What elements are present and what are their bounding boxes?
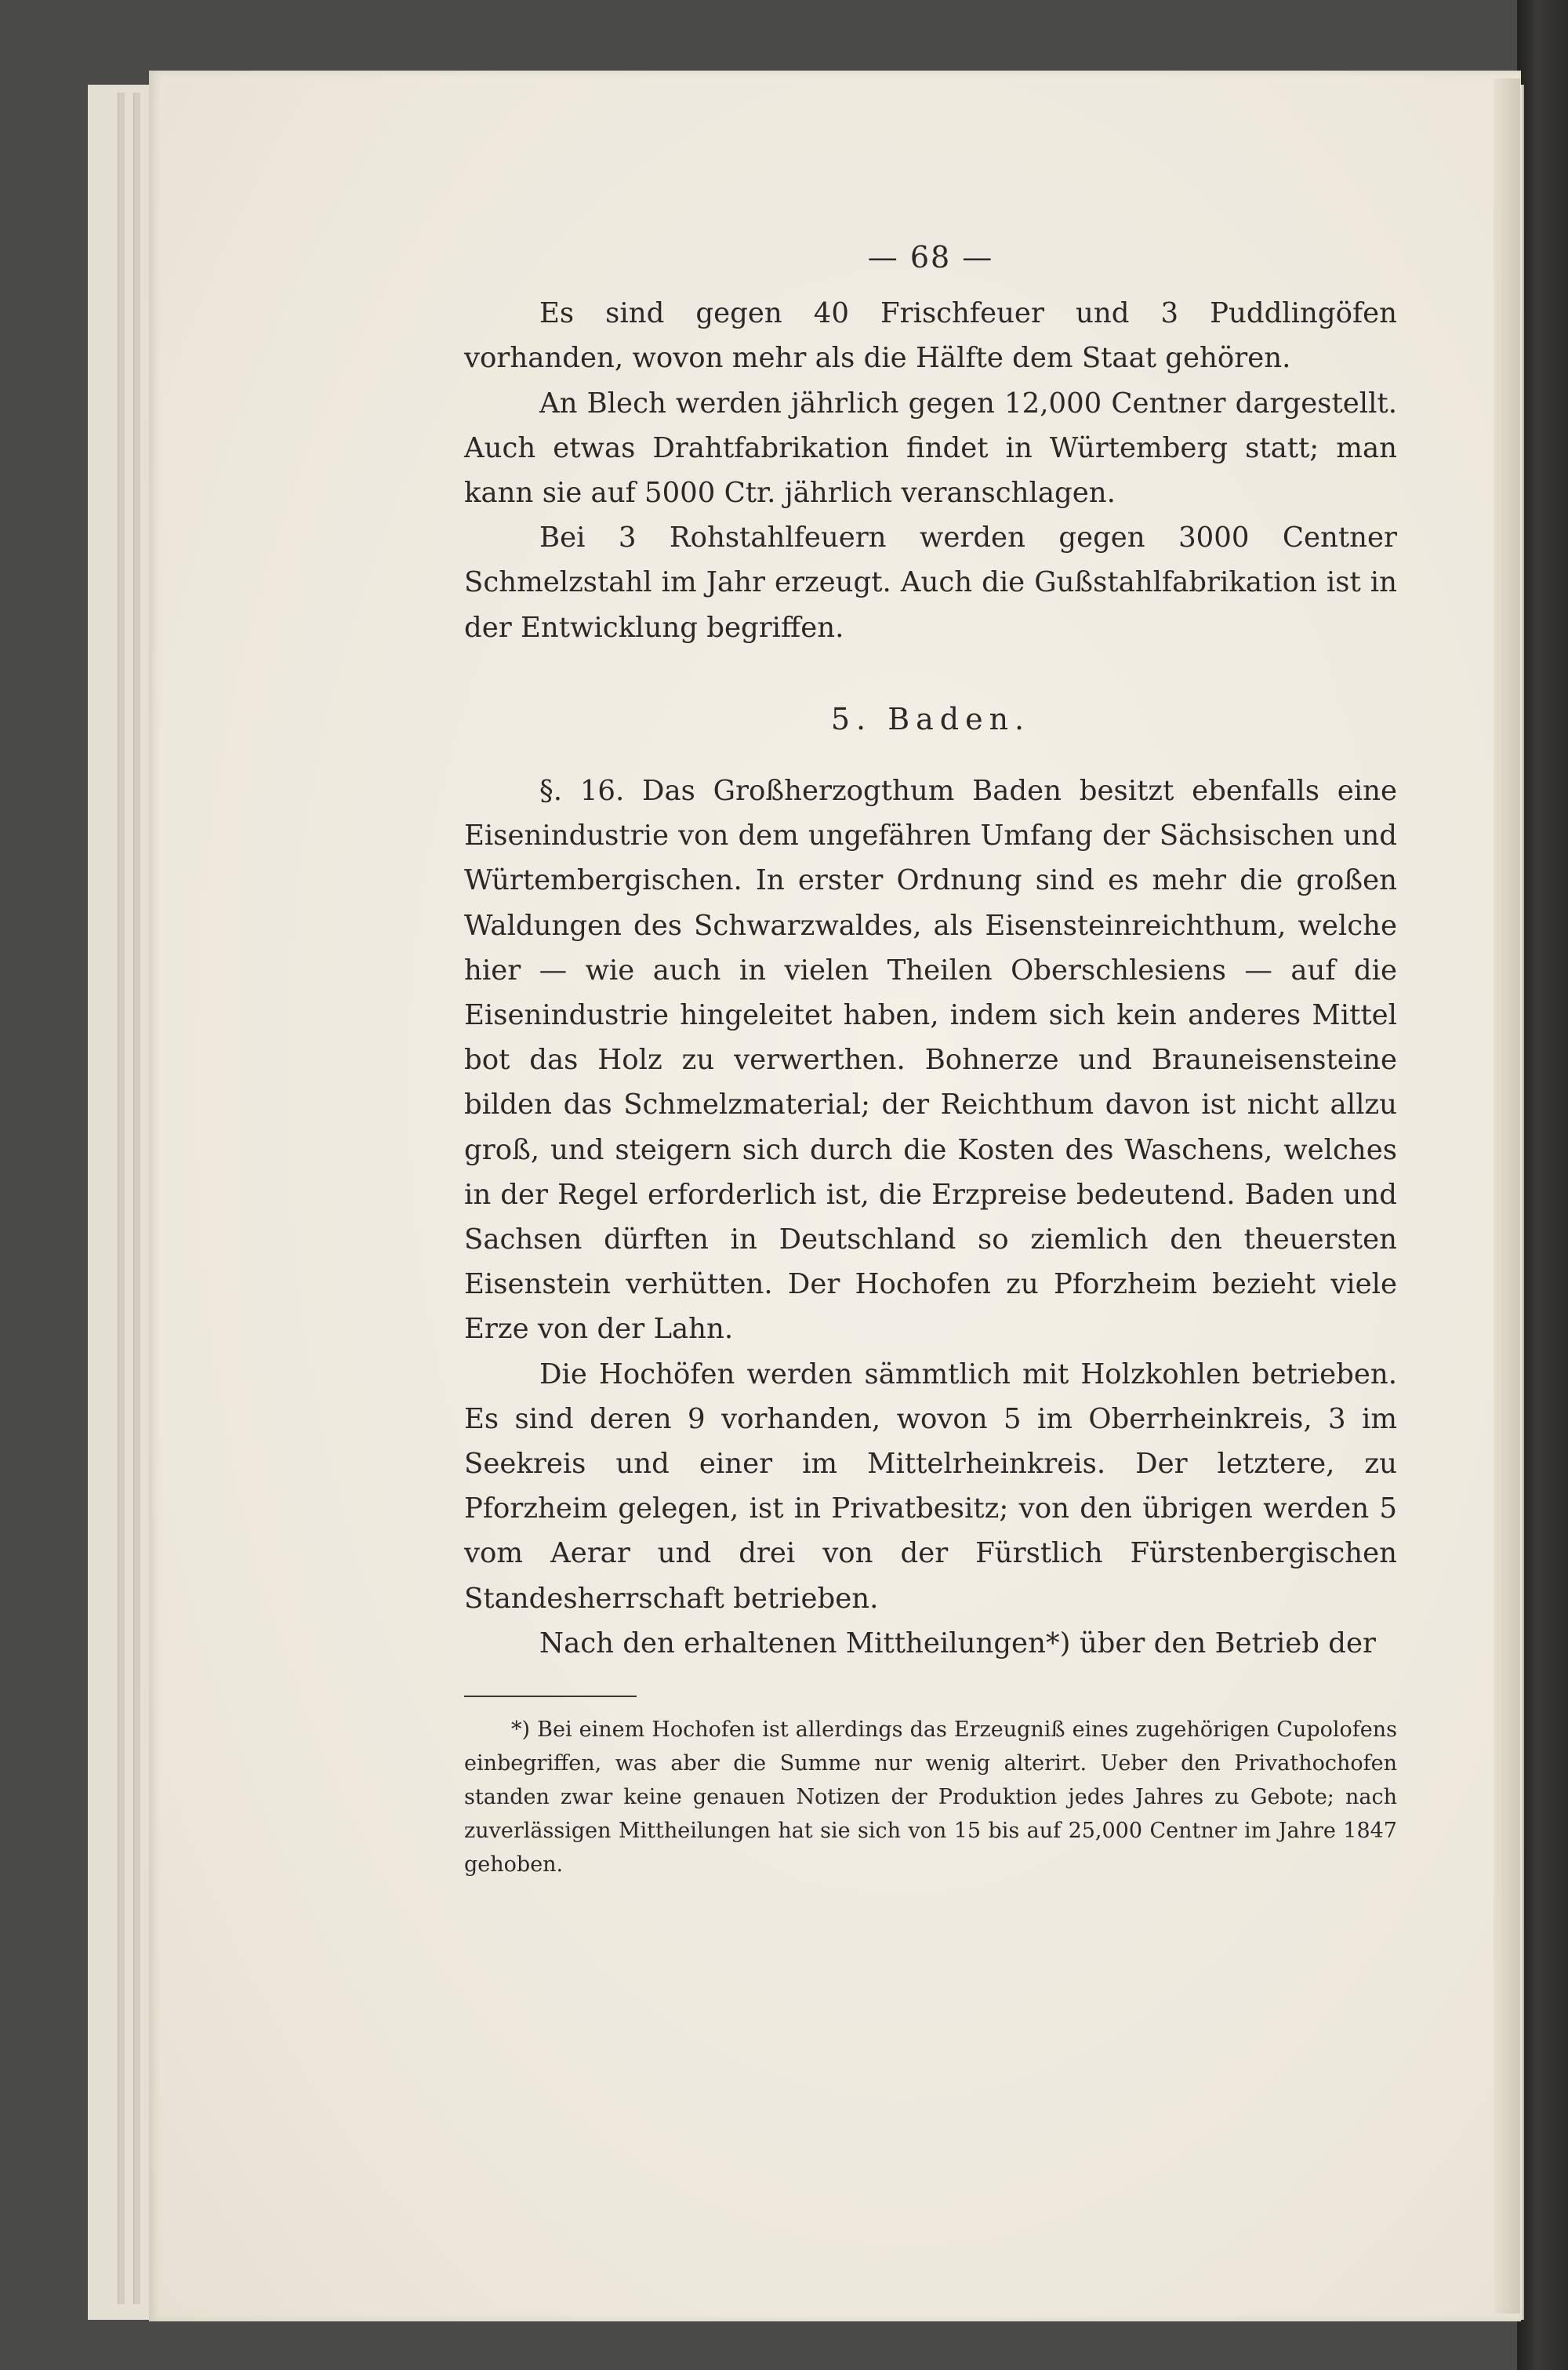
paragraph: Bei 3 Rohstahlfeuern werden gegen 3000 Centner Schmelzstahl im Jahr erzeugt. Auch die Gußstahlfabrikation ist in der Entwicklung begriffen. xyxy=(464,522,1397,644)
footnote: *) Bei einem Hochofen ist allerdings das Erzeugniß eines zugehörigen Cupolofens einbegriffen, was aber die Summe nur wenig alterirt. Ueber den Privathochofen standen zwar keine genauen Notizen der Produktion jedes Jahres zu Gebote; nach zuverlässigen Mittheilungen hat sie sich von 15 bis auf 25,000 Centner im Jahre 1847 gehoben. xyxy=(464,1718,1397,1877)
paragraph: Nach den erhaltenen Mittheilungen*) über den Betrieb der xyxy=(539,1627,1376,1659)
paragraph: §. 16. Das Großherzogthum Baden besitzt ebenfalls eine Eisenindustrie von dem ungefähren Umfang der Sächsischen und Würtembergischen. In erster Ordnung sind es mehr die großen Waldungen des Schwarzwaldes, als Eisensteinreichthum, welche hier — wie auch in vielen Theilen Oberschlesiens — auf die Eisenindustrie hingeleitet haben, indem sich kein anderes Mittel bot das Holz zu verwerthen. Bohnerze und Brauneisensteine bilden das Schmelzmaterial; der Reichthum davon ist nicht allzu groß, und steigern sich durch die Kosten des Waschens, welches in der Regel erforderlich ist, die Erzpreise bedeutend. Baden und Sachsen dürften in Deutschland so ziemlich den theuersten Eisenstein verhütten. Der Hochofen zu Pforzheim bezieht viele Erze von der Lahn. xyxy=(464,775,1397,1346)
page-number: — 68 — xyxy=(867,240,994,274)
paragraph: An Blech werden jährlich gegen 12,000 Centner dargestellt. Auch etwas Drahtfabrikation findet in Würtemberg statt; man kann sie auf 5000 Ctr. jährlich veranschlagen. xyxy=(464,387,1397,510)
page-edge xyxy=(133,93,140,2304)
paragraph: Es sind gegen 40 Frischfeuer und 3 Puddlingöfen vorhanden, wovon mehr als die Hälfte dem Staat gehören. xyxy=(464,297,1397,375)
paragraph: Die Hochöfen werden sämmtlich mit Holzkohlen betrieben. Es sind deren 9 vorhanden, wovon 5 im Oberrheinkreis, 3 im Seekreis und einer im Mittelrheinkreis. Der letztere, zu Pforzheim gelegen, ist in Privatbesitz; von den übrigen werden 5 vom Aerar und drei von der Fürstlich Fürstenbergischen Standesherrschaft betrieben. xyxy=(464,1358,1397,1615)
section-heading: 5. Baden. xyxy=(830,701,1031,736)
page-curl xyxy=(1494,78,1520,2314)
footnote-divider xyxy=(464,1696,637,1697)
background-edge xyxy=(1517,0,1568,2370)
page-text xyxy=(464,235,1397,1881)
page-edge xyxy=(118,93,125,2304)
